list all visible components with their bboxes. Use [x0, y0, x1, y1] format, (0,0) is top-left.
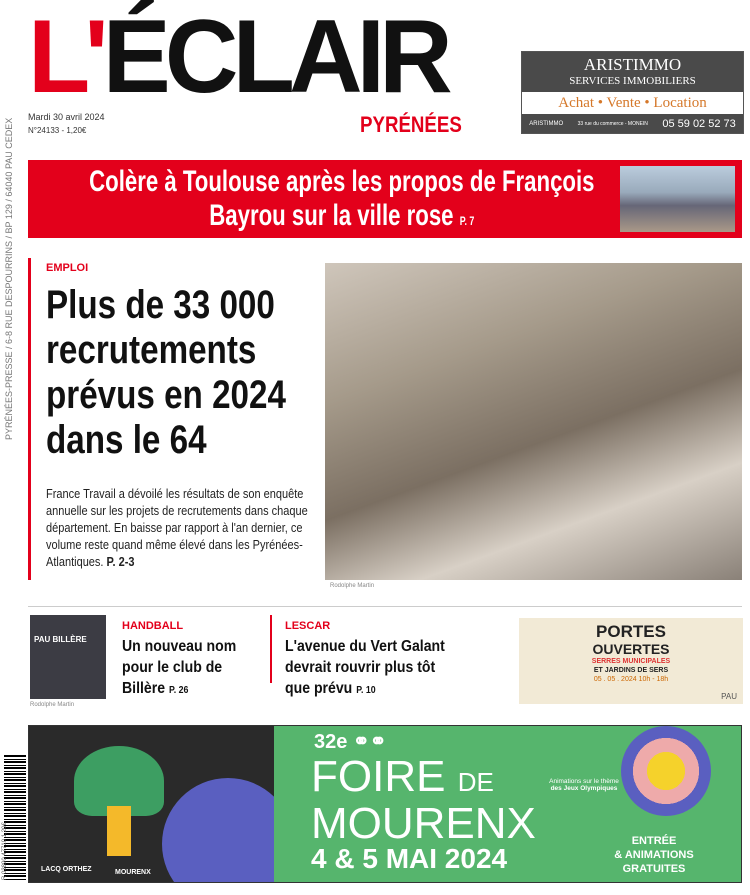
eiffel-tower-icon [162, 778, 274, 882]
portes-line1: SERRES MUNICIPALES [591, 658, 671, 665]
divider [28, 606, 742, 607]
main-page: P. 2-3 [106, 555, 135, 569]
story-kicker: LESCAR [285, 620, 331, 632]
story-handball[interactable] [122, 620, 262, 701]
publisher-address: PYRÉNÉES-PRESSE / 6-8 RUE DESPOURRINS / BP 129 / 64040 PAU CEDEX [4, 117, 14, 440]
ad-name: ARISTIMMO [583, 55, 682, 74]
portes-title: PORTES [596, 622, 666, 641]
portes-hours: 10h - 18h [638, 676, 669, 683]
portes-date: 05 . 05 . 2024 [593, 676, 637, 683]
lacq-logo: LACQ ORTHEZ [41, 866, 92, 873]
banner-page: P. 7 [459, 214, 475, 228]
issue-number: N°24133 - 1,20€ [28, 126, 87, 135]
aristimmo-ad[interactable] [521, 51, 744, 134]
ad-services: Achat • Vente • Location [522, 92, 743, 114]
story-kicker: HANDBALL [122, 620, 184, 632]
foire-theme: Animations sur le thème des Jeux Olympiques [549, 778, 619, 792]
top-story-banner[interactable] [28, 160, 742, 238]
accent-bar [270, 615, 272, 683]
free-entry: ENTRÉE & ANIMATIONS GRATUITES [614, 835, 694, 875]
edition-name: PYRÉNÉES [360, 112, 462, 137]
portes-line2: ET JARDINS DE SERS [593, 667, 669, 674]
pau-logo: PAU [721, 692, 737, 701]
foire-mourenx-ad[interactable] [28, 725, 742, 883]
issue-date: Mardi 30 avril 2024 [28, 112, 105, 122]
banner-headline: Colère à Toulouse après les propos de François Bayrou sur la ville rose P. 7 [89, 165, 595, 232]
story-headline: Un nouveau nom pour le club de Billère P. 26 [122, 638, 237, 697]
main-lede: France Travail a dévoilé les résultats de son enquête annuelle sur les projets de recrutements dans chaque département. En baisse par rapport à l'an dernier, ce volume reste quand même élevé dans les Pyrénées-Atlantiques. P. 2-3 [46, 487, 308, 569]
barcode-text: R 03890 47710 1,20€ [2, 822, 8, 880]
kitchen-photo [325, 263, 742, 580]
main-kicker: EMPLOI [46, 262, 89, 274]
edition-label: 32e ⚭⚭ [314, 731, 387, 753]
logo-apostrophe: L' [28, 0, 103, 115]
accent-bar [28, 258, 31, 580]
masthead-logo [28, 0, 447, 115]
portes-subtitle: OUVERTES [592, 641, 670, 657]
photo-credit: Rodolphe Martin [330, 583, 375, 589]
main-headline[interactable]: Plus de 33 000 recrutements prévus en 2024 dans le 64 [46, 283, 286, 462]
portes-ouvertes-ad[interactable] [519, 618, 743, 704]
story-headline: L'avenue du Vert Galant devrait rouvrir plus tôt que prévu P. 10 [285, 638, 445, 697]
handball-photo: PAU BILLÈRE [30, 615, 106, 699]
mourenx-logo: MOURENX [115, 869, 151, 876]
handball-credit: Rodolphe Martin [30, 702, 75, 708]
ad-address: 33 rue du commerce - MONEIN [577, 120, 648, 127]
logo-title: ÉCLAIR [102, 0, 447, 115]
story-lescar[interactable] [285, 620, 485, 701]
ad-site: ARISTIMMO [529, 120, 564, 127]
ad-phone: 05 59 02 52 73 [662, 117, 736, 130]
foire-title: FOIRE DE MOURENX [311, 752, 536, 848]
palm-trunk [107, 806, 131, 856]
ad-illustration [29, 726, 274, 882]
target-icon [621, 726, 711, 816]
ad-subtitle: SERVICES IMMOBILIERS [569, 75, 696, 87]
foire-dates: 4 & 5 MAI 2024 [311, 843, 508, 874]
toulouse-photo [620, 166, 735, 232]
